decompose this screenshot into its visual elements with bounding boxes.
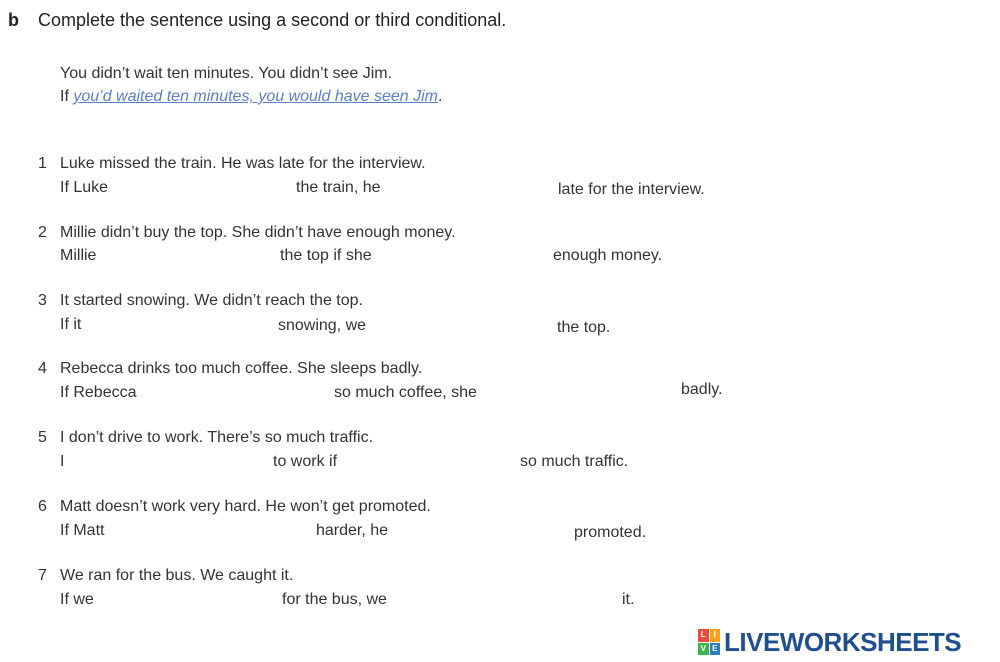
answer-gap-5a[interactable] bbox=[72, 452, 267, 474]
item-part1: If Rebecca bbox=[60, 384, 137, 401]
example-answer: you’d waited ten minutes, you would have seen Jim bbox=[73, 88, 438, 105]
answer-gap-1b[interactable] bbox=[398, 180, 553, 202]
answer-gap-7b[interactable] bbox=[404, 590, 616, 612]
section-letter: b bbox=[8, 10, 19, 30]
answer-gap-3b[interactable] bbox=[382, 317, 550, 339]
item-prompt: I don’t drive to work. There’s so much traffic. bbox=[60, 429, 374, 446]
answer-gap-7a[interactable] bbox=[102, 590, 276, 612]
answer-gap-2b[interactable] bbox=[390, 246, 548, 268]
item-number: 7 bbox=[38, 567, 47, 584]
item-part3: enough money. bbox=[553, 247, 663, 264]
item-prompt: It started snowing. We didn’t reach the top. bbox=[60, 292, 363, 309]
item-part2: snowing, we bbox=[278, 317, 367, 334]
example-answer-suffix: . bbox=[438, 88, 443, 105]
item-part1: If we bbox=[60, 591, 94, 608]
item-part3: it. bbox=[622, 591, 635, 608]
badge-letter: E bbox=[710, 643, 721, 656]
item-part3: so much traffic. bbox=[520, 453, 629, 470]
badge-letter: L bbox=[698, 629, 709, 642]
badge-letter: V bbox=[698, 643, 709, 656]
liveworksheets-logo bbox=[698, 628, 961, 656]
answer-gap-5b[interactable] bbox=[354, 452, 514, 474]
item-part1: I bbox=[60, 453, 65, 470]
example-prompt: You didn’t wait ten minutes. You didn’t see Jim. bbox=[60, 65, 393, 82]
badge-letter: I bbox=[710, 629, 721, 642]
example-answer-line bbox=[60, 88, 442, 106]
item-part2: harder, he bbox=[316, 522, 389, 539]
answer-gap-4a[interactable] bbox=[148, 383, 328, 405]
item-part3: the top. bbox=[557, 319, 611, 336]
item-part2: the train, he bbox=[296, 179, 381, 196]
item-prompt: Millie didn’t buy the top. She didn’t have enough money. bbox=[60, 224, 456, 241]
answer-gap-3a[interactable] bbox=[92, 315, 272, 337]
item-part3: badly. bbox=[681, 381, 723, 398]
item-number: 2 bbox=[38, 224, 47, 241]
item-number: 4 bbox=[38, 360, 47, 377]
item-number: 5 bbox=[38, 429, 47, 446]
item-part2: to work if bbox=[273, 453, 338, 470]
answer-gap-4b[interactable] bbox=[497, 381, 675, 403]
item-part1: Millie bbox=[60, 247, 97, 264]
item-prompt: We ran for the bus. We caught it. bbox=[60, 567, 294, 584]
item-number: 1 bbox=[38, 155, 47, 172]
item-part3: promoted. bbox=[574, 524, 647, 541]
answer-gap-1a[interactable] bbox=[118, 178, 288, 200]
example-answer-prefix: If bbox=[60, 88, 69, 105]
item-part2: so much coffee, she bbox=[334, 384, 477, 401]
item-prompt: Rebecca drinks too much coffee. She sleeps badly. bbox=[60, 360, 423, 377]
answer-gap-6b[interactable] bbox=[402, 523, 567, 545]
item-prompt: Matt doesn’t work very hard. He won’t get promoted. bbox=[60, 498, 431, 515]
item-part1: If Luke bbox=[60, 179, 109, 196]
item-prompt: Luke missed the train. He was late for the interview. bbox=[60, 155, 426, 172]
item-part1: If it bbox=[60, 316, 82, 333]
item-part1: If Matt bbox=[60, 522, 105, 539]
brand-name: LIVEWORKSHEETS bbox=[724, 626, 962, 657]
item-part3: late for the interview. bbox=[558, 181, 705, 198]
live-badge-icon bbox=[698, 629, 720, 655]
item-number: 6 bbox=[38, 498, 47, 515]
answer-gap-2a[interactable] bbox=[108, 246, 273, 268]
item-part2: for the bus, we bbox=[282, 591, 387, 608]
item-number: 3 bbox=[38, 292, 47, 309]
exercise-instruction: Complete the sentence using a second or third conditional. bbox=[38, 10, 507, 30]
item-part2: the top if she bbox=[280, 247, 372, 264]
answer-gap-6a[interactable] bbox=[122, 521, 310, 543]
